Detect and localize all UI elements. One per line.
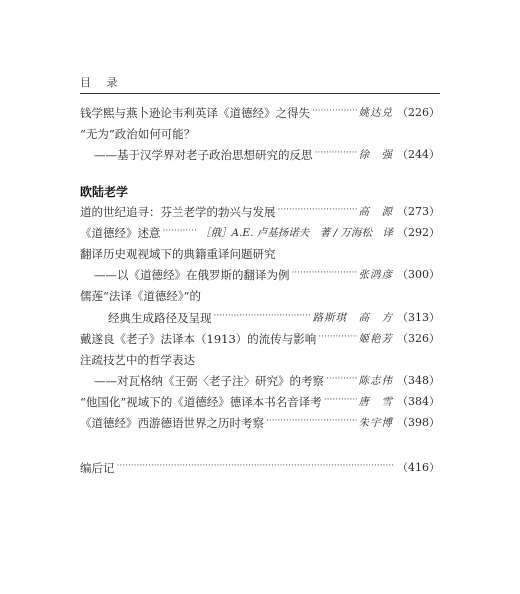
entry-page: （292） <box>397 226 440 239</box>
entry-title: ——对瓦格纳《王弼〈老子注〉研究》的考察 <box>94 374 324 388</box>
entry-author: 唐 雪 <box>358 396 393 408</box>
entry-author: 姬艳芳 <box>358 333 393 345</box>
toc-entry[interactable] <box>80 329 440 349</box>
entry-page: （313） <box>397 311 440 324</box>
toc-entry[interactable] <box>80 103 440 123</box>
dot-leader <box>266 411 357 431</box>
toc-entry[interactable] <box>80 371 440 391</box>
toc-entry[interactable] <box>80 308 440 328</box>
entry-page: （326） <box>397 332 440 345</box>
toc-entry[interactable] <box>80 413 440 433</box>
entry-page: （226） <box>397 106 440 119</box>
entry-author: 张鸿彦 <box>358 269 393 281</box>
entry-title: 经典生成路径及呈现 <box>108 311 212 325</box>
dot-leader <box>324 390 357 410</box>
entry-title: ——以《道德经》在俄罗斯的翻译为例 <box>94 268 290 282</box>
toc-entry[interactable] <box>80 124 440 144</box>
entry-author: 朱宇博 <box>358 417 393 429</box>
dot-leader <box>163 221 199 241</box>
dot-leader <box>318 327 356 347</box>
header-rule <box>80 93 440 94</box>
entry-title: 《道德经》西游德语世界之历时考察 <box>80 416 264 430</box>
entry-title: “他国化”视域下的《道德经》德译本书名音译考 <box>80 395 322 409</box>
entry-page: （398） <box>397 416 440 429</box>
entry-page: （300） <box>397 268 440 281</box>
entry-title: 注疏技艺中的哲学表达 <box>80 353 195 367</box>
toc-entry[interactable] <box>80 202 440 222</box>
entry-page: （348） <box>397 374 440 387</box>
entry-title: “无为”政治如何可能？ <box>80 127 196 141</box>
dot-leader <box>117 456 396 476</box>
section-title: 欧陆老学 <box>80 185 129 199</box>
toc-entry[interactable] <box>80 286 440 306</box>
entry-author: 路斯琪 高 方 <box>312 312 393 324</box>
dot-leader <box>326 369 357 389</box>
dot-leader <box>278 200 357 220</box>
entry-page: （416） <box>397 461 440 474</box>
toc-entry[interactable] <box>80 244 440 264</box>
entry-author: ［俄］A.E. 卢基扬诺夫 著 / 万海松 译 <box>200 227 393 239</box>
toc-entry[interactable] <box>80 392 440 412</box>
dot-leader <box>315 143 357 163</box>
entry-title: 道的世纪追寻：芬兰老学的勃兴与发展 <box>80 205 276 219</box>
toc-entry[interactable] <box>80 350 440 370</box>
entry-author: 徐 强 <box>358 149 393 161</box>
toc-entry[interactable] <box>80 265 440 285</box>
dot-leader <box>214 306 311 326</box>
toc-entry-afterword[interactable] <box>80 458 440 478</box>
entry-author: 姚达兑 <box>358 107 393 119</box>
entry-page: （273） <box>397 205 440 218</box>
entry-page: （244） <box>397 148 440 161</box>
entry-page: （384） <box>397 395 440 408</box>
running-head: 目 录 <box>80 76 124 89</box>
entry-title: 戴遂良《老子》法译本（1913）的流传与影响 <box>80 332 317 346</box>
toc-entry[interactable] <box>80 223 440 243</box>
toc-entry[interactable] <box>80 145 440 165</box>
dot-leader <box>312 101 357 121</box>
entry-title: 《道德经》述意 <box>80 226 161 240</box>
dot-leader <box>292 263 357 283</box>
entry-title: 儒莲“法译《道德经》”的 <box>80 289 202 303</box>
entry-title: 钱学熙与燕卜逊论韦利英译《道德经》之得失 <box>80 106 310 120</box>
entry-author: 陈志伟 <box>358 375 393 387</box>
entry-title: 编后记 <box>80 461 115 475</box>
entry-title: 翻译历史观视域下的典籍重译问题研究 <box>80 247 276 261</box>
entry-author: 高 源 <box>358 206 393 218</box>
entry-title: ——基于汉学界对老子政治思想研究的反思 <box>94 148 313 162</box>
